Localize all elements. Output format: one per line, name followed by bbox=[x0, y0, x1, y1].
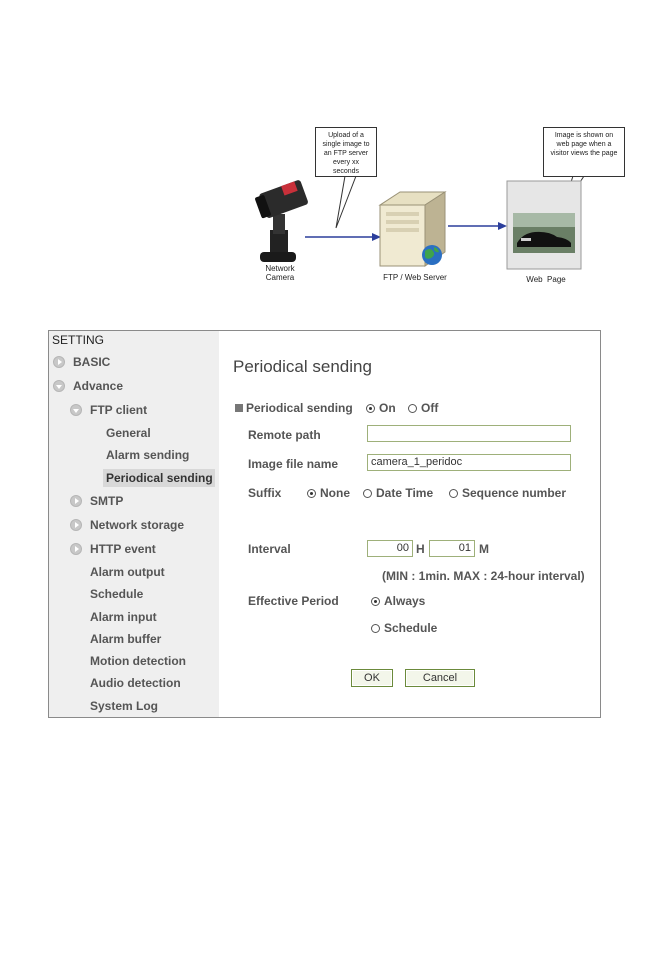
settings-sidebar bbox=[49, 331, 219, 717]
sidebar-item-general[interactable]: General bbox=[106, 426, 151, 440]
network-camera-icon bbox=[254, 179, 309, 262]
callout-upload-pointer bbox=[336, 176, 356, 228]
chevron-right-icon bbox=[70, 543, 82, 555]
sidebar-item-system-log[interactable]: System Log bbox=[90, 699, 159, 713]
bullet-square-icon bbox=[235, 404, 243, 412]
sidebar-item-alarm-output[interactable]: Alarm output bbox=[90, 565, 165, 579]
chevron-down-icon bbox=[53, 380, 65, 392]
settings-content bbox=[219, 331, 600, 717]
sidebar-item-label: FTP client bbox=[90, 403, 148, 417]
radio-empty-icon bbox=[363, 489, 372, 498]
sidebar-item-periodical-sending[interactable]: Periodical sending bbox=[103, 469, 215, 487]
chevron-right-icon bbox=[53, 356, 65, 368]
sidebar-item-alarm-sending[interactable]: Alarm sending bbox=[106, 448, 190, 462]
interval-hours-input[interactable]: 00 bbox=[367, 540, 413, 557]
interval-minutes-input[interactable]: 01 bbox=[429, 540, 475, 557]
sidebar-item-http-event[interactable] bbox=[70, 540, 156, 558]
camera-label: Network Camera bbox=[265, 264, 295, 282]
remote-path-input[interactable] bbox=[367, 425, 571, 442]
sidebar-item-network-storage[interactable] bbox=[70, 516, 184, 534]
effective-schedule-radio[interactable]: Schedule bbox=[371, 621, 437, 635]
sidebar-item-label: HTTP event bbox=[90, 542, 156, 556]
periodical-sending-label: Periodical sending bbox=[235, 401, 353, 415]
minutes-unit: M bbox=[479, 542, 489, 556]
radio-empty-icon bbox=[449, 489, 458, 498]
suffix-none-radio[interactable]: None bbox=[307, 486, 350, 500]
ftp-workflow-diagram bbox=[0, 0, 671, 300]
webpage-label: Web Page bbox=[526, 275, 566, 284]
sidebar-item-smtp[interactable] bbox=[70, 492, 123, 510]
page-title: Periodical sending bbox=[233, 357, 372, 376]
effective-period-label: Effective Period bbox=[248, 594, 339, 608]
remote-path-label: Remote path bbox=[248, 428, 321, 442]
sidebar-title: SETTING bbox=[52, 333, 105, 347]
server-icon bbox=[380, 192, 445, 266]
sidebar-item-label: Advance bbox=[73, 379, 124, 393]
radio-empty-icon bbox=[408, 404, 417, 413]
ok-button[interactable]: OK bbox=[351, 669, 393, 687]
cancel-button[interactable]: Cancel bbox=[405, 669, 475, 687]
periodical-off-radio[interactable]: Off bbox=[408, 401, 438, 415]
sidebar-item-label: Network storage bbox=[90, 518, 185, 532]
server-label: FTP / Web Server bbox=[383, 273, 447, 282]
suffix-sequence-radio[interactable]: Sequence number bbox=[449, 486, 566, 500]
periodical-on-radio[interactable]: On bbox=[366, 401, 396, 415]
sidebar-item-alarm-input[interactable]: Alarm input bbox=[90, 610, 157, 624]
sidebar-item-label: SMTP bbox=[90, 494, 124, 508]
sidebar-item-basic[interactable] bbox=[53, 353, 110, 371]
web-page-icon bbox=[507, 181, 581, 269]
suffix-label: Suffix bbox=[248, 486, 282, 500]
sidebar-item-ftp-client[interactable] bbox=[70, 401, 147, 419]
chevron-down-icon bbox=[70, 404, 82, 416]
sidebar-item-label: BASIC bbox=[73, 355, 111, 369]
interval-note: (MIN : 1min. MAX : 24-hour interval) bbox=[382, 569, 585, 583]
sidebar-item-schedule[interactable]: Schedule bbox=[90, 587, 144, 601]
settings-panel bbox=[48, 330, 601, 718]
image-file-name-input[interactable]: camera_1_peridoc bbox=[367, 454, 571, 471]
radio-selected-icon bbox=[366, 404, 375, 413]
image-file-name-label: Image file name bbox=[248, 457, 339, 471]
effective-always-radio[interactable]: Always bbox=[371, 594, 425, 608]
interval-label: Interval bbox=[248, 542, 291, 556]
callout-webpage: Image is shown on web page when a visitor views the page bbox=[543, 127, 625, 177]
radio-empty-icon bbox=[371, 624, 380, 633]
sidebar-item-audio-detection[interactable]: Audio detection bbox=[90, 676, 181, 690]
sidebar-item-motion-detection[interactable]: Motion detection bbox=[90, 654, 186, 668]
hours-unit: H bbox=[416, 542, 425, 556]
radio-selected-icon bbox=[307, 489, 316, 498]
chevron-right-icon bbox=[70, 519, 82, 531]
sidebar-item-advance[interactable] bbox=[53, 377, 123, 395]
radio-selected-icon bbox=[371, 597, 380, 606]
suffix-datetime-radio[interactable]: Date Time bbox=[363, 486, 433, 500]
chevron-right-icon bbox=[70, 495, 82, 507]
callout-upload: Upload of a single image to an FTP server every xx seconds bbox=[315, 127, 377, 177]
sidebar-item-alarm-buffer[interactable]: Alarm buffer bbox=[90, 632, 162, 646]
